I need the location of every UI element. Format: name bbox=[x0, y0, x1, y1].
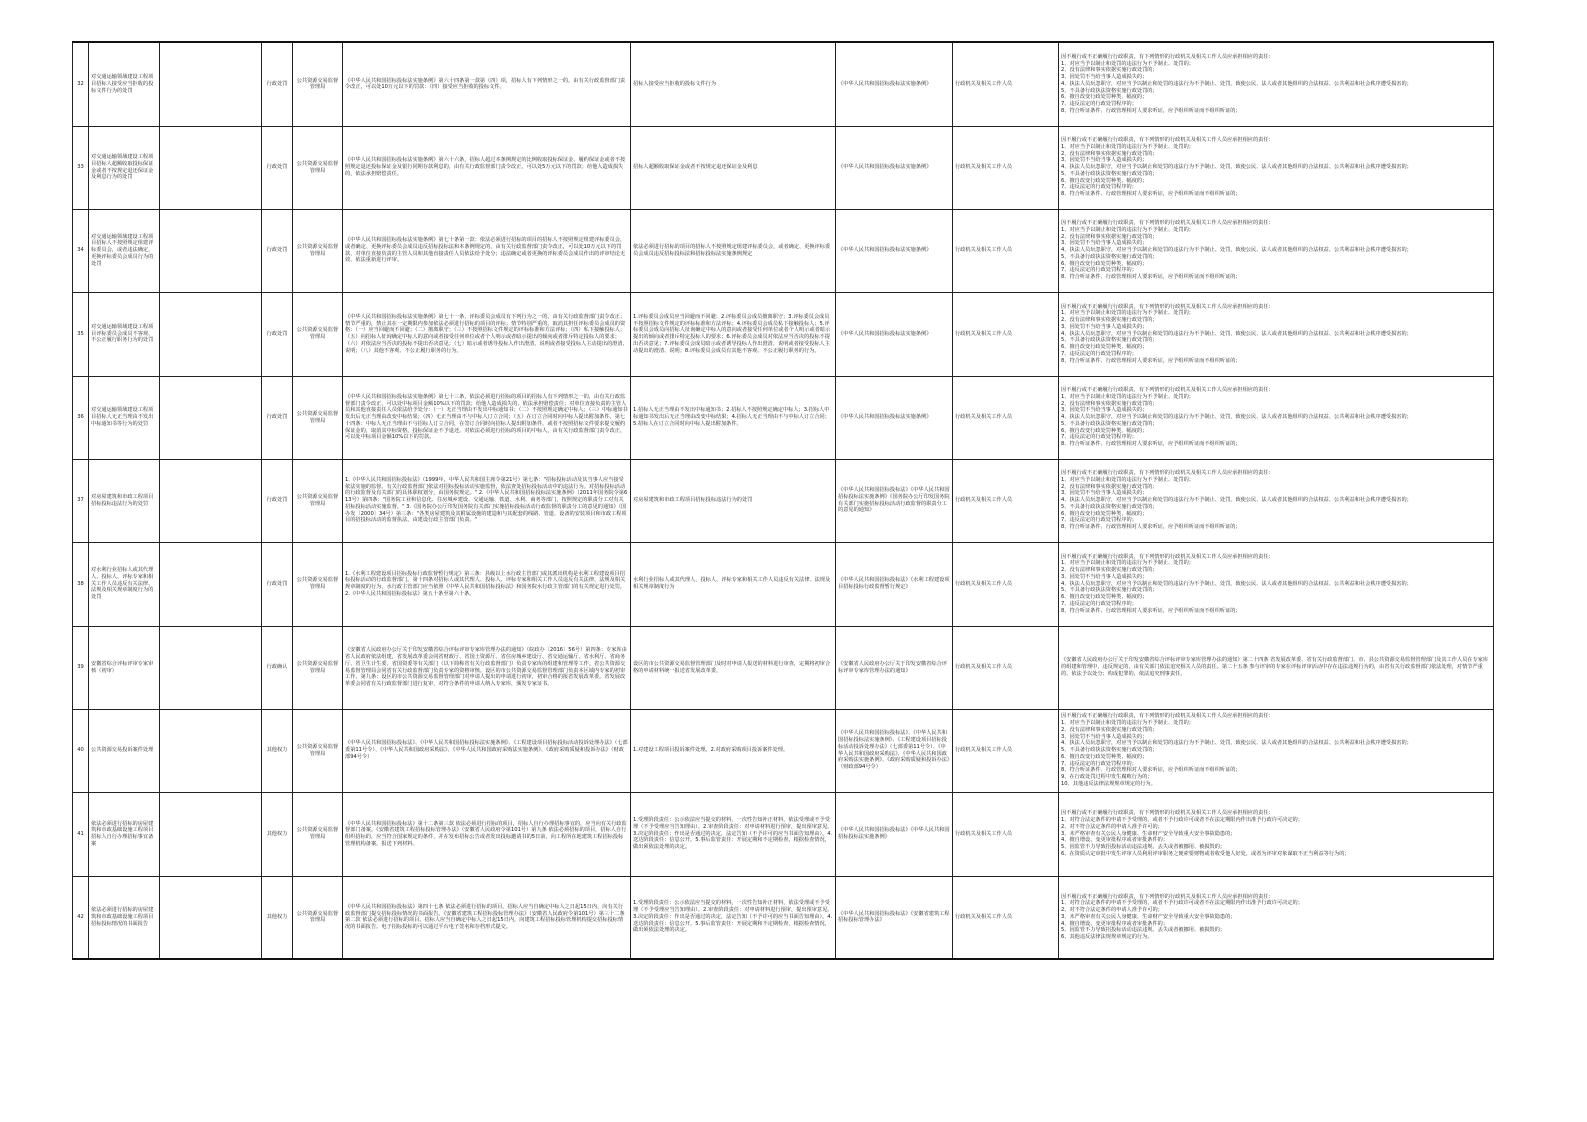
accountability-line: 因不履行或不正确履行行政职责，有下列情形的行政机关及相关工作人员应承担相应的责任： bbox=[1061, 220, 1274, 227]
accountability-line: 6、其他违反法律法规规章规定的行为。 bbox=[1061, 934, 1153, 941]
law-reference: 《中华人民共和国招标投标法实施条例》 bbox=[836, 126, 953, 209]
power-type: 行政确认 bbox=[262, 626, 293, 709]
accountability-line: 8、符合听证条件、行政管理相对人要求听证，应予组织听证而不组织听证的； bbox=[1061, 607, 1241, 614]
accountability-line: 1、对应当予以制止和处罚的违法行为不予制止、处罚的； bbox=[1061, 560, 1194, 567]
responsibility-matter: 对房屋建筑和市政工程项目招标投标违法行为的处罚 bbox=[631, 459, 836, 542]
legal-basis: 《安徽省人民政府办公厅关于印发安徽省综合评标评审专家库管理办法的通知》（皖政办〔2016〕56号）第四条：专家库由省人民政府依法组建，省发展改革委会同省财政厅、省国土资源厅、省住房城乡建设厅、省交通运输厅、省水利厅、省商务厅、省卫生计生委、省国资委等有关部门（以下简称省有关行政监督部门）负责专家库的组建和管理等工作。省公共资源交易监督管理局会同省有关行政监督部门负责专家的资格审核。设区的市公共资源交易监督管理部门负责本区域内专家的初审工作，第九条：设区的市公共资源交易监督管理部门对申请人提出的申请进行初审，初审合格的报省发展改革委。省发展改革委会同省有关行政监督部门进行复审，对符合条件的申请人纳入专家库，颁发专家证书。 bbox=[343, 626, 631, 709]
legal-basis: 《中华人民共和国招标投标法实施条例》第七十条第一款：依法必须进行招标的项目的招标人不按照规定组建评标委员会，或者确定、更换评标委员会成员违反招标投标法和本条例规定的，由有关行政监督部门责令改正，可以处10万元以下的罚款，对单位直接负责的主管人员和其他直接责任人员依法给予处分；违法确定或者更换的评标委员会成员作出的评审结论无效，依法重新进行评审。 bbox=[343, 209, 631, 292]
accountability-clauses bbox=[1059, 792, 1494, 876]
legal-basis: 《中华人民共和国招标投标法实施条例》第七十一条，评标委员会成员有下列行为之一的，由有关行政监督部门责令改正；情节严重的，禁止其在一定期限内参加依法必须进行招标的项目的评标；情节特别严重的，取消其担任评标委员会成员的资格：（一）应当回避而不回避；（二）擅离职守；（三）不按照招标文件规定的评标标准和方法评标；（四）私下接触投标人；（五）向招标人征询确定中标人的意向或者接受任何单位或者个人明示或者暗示提出的倾向或者排斥特定投标人的要求；（六）对依法应当否决的投标不提出否决意见；（七）暗示或者诱导投标人作出澄清、说明或者接受投标人主动提出的澄清、说明；（八）其他不客观、不公正履行职务的行为。 bbox=[343, 292, 631, 376]
law-reference: 《中华人民共和国招标投标法》《中华人民共和国招标投标法实施条例》《国务院办公厅印发国务院有关部门实施招标投标活动行政监督的职责分工的意见的通知》 bbox=[836, 459, 953, 542]
implementing-department: 公共资源交易监督管理局 bbox=[293, 876, 343, 959]
row-number: 34 bbox=[73, 209, 89, 292]
implementing-department: 公共资源交易监督管理局 bbox=[293, 542, 343, 626]
row-number: 40 bbox=[73, 709, 89, 792]
accountability-line: 5、不具备行政执法资格实施行政处罚的； bbox=[1061, 337, 1158, 344]
accountability-line: 因不履行或不正确履行行政职责，有下列情形的行政机关及相关工作人员应承担相应的责任： bbox=[1061, 137, 1274, 144]
power-type: 行政处罚 bbox=[262, 209, 293, 292]
accountability-line: 2、没有法律和事实依据实施行政处罚的； bbox=[1061, 233, 1158, 240]
implementing-department: 公共资源交易监督管理局 bbox=[293, 292, 343, 376]
accountability-clauses bbox=[1059, 626, 1494, 709]
table-row bbox=[73, 459, 1494, 542]
table-row bbox=[73, 542, 1494, 626]
legal-basis: 《中华人民共和国招标投标法》第十二条第三款 依法必须进行招标的项目，招标人自行办理招标事宜的，应当向有关行政监督部门备案。《安徽省建筑工程招标投标管理办法》（安徽省人民政府令第101号）第九条 依法必须招标的项目，招标人自行组织招标的，应当符合国家规定的条件，并在发布招标公告或者发出投标邀请书的5日前，向工程所在地建筑工程招标投标管理机构备案，报送下列材料。 bbox=[343, 792, 631, 876]
accountability-line: 5、因监管不力导致招投标活动违法违规、丢失或者被挪用、被损毁的； bbox=[1061, 927, 1226, 934]
accountability-line: 7、违反法定的行政处罚程序的； bbox=[1061, 600, 1137, 607]
accountability-line: 2、没有法律和事实依据实施行政处罚的； bbox=[1061, 150, 1158, 157]
item-subname bbox=[160, 292, 262, 376]
accountability-line: 2、对不符合法定条件的申请人准予许可的； bbox=[1061, 823, 1163, 830]
item-subname bbox=[160, 209, 262, 292]
responsible-subject: 行政机关及相关工作人员 bbox=[953, 792, 1059, 876]
accountability-line: 因不履行或不正确履行行政职责，有下列情形的行政机关及相关工作人员应承担相应的责任： bbox=[1061, 713, 1274, 720]
accountability-line: 5、不具备行政执法资格实施行政处罚的； bbox=[1061, 503, 1158, 510]
accountability-clauses bbox=[1059, 209, 1494, 292]
table-row bbox=[73, 126, 1494, 209]
accountability-clauses bbox=[1059, 876, 1494, 959]
power-type: 其他权力 bbox=[262, 876, 293, 959]
table-row bbox=[73, 709, 1494, 792]
accountability-line: 6、擅自改变行政处罚种类、幅度的； bbox=[1061, 260, 1148, 267]
accountability-line: 5、不具备行政执法资格实施行政处罚的； bbox=[1061, 87, 1158, 94]
row-number: 38 bbox=[73, 542, 89, 626]
accountability-line: 8、符合听证条件、行政管理相对人要求听证，应予组织听证而不组织听证的； bbox=[1061, 441, 1241, 448]
table-row bbox=[73, 792, 1494, 876]
responsible-subject: 行政机关及相关工作人员 bbox=[953, 876, 1059, 959]
accountability-line: 2、没有法律和事实依据实施行政处罚的； bbox=[1061, 67, 1158, 74]
law-reference: 《中华人民共和国招标投标法》《中华人民共和国招标投标法实施条例》 bbox=[836, 792, 953, 876]
responsible-subject: 行政机关及相关工作人员 bbox=[953, 42, 1059, 126]
responsible-subject: 行政机关及相关工作人员 bbox=[953, 459, 1059, 542]
responsibility-matter: 1.受理阶段责任：公示依法应当提交的材料，一次性告知补正材料，依法受理或不予受理（不予受理应当告知理由）。2.审查阶段责任：对申请材料进行预审，提出预审意见。3.决定阶段责任：作出是否通过的决定，法定告知（不予许可的应当书面告知理由）。4.送达阶段责任：信息公开。5.事后监管责任：开展定期和不定期检查，根据检查情况，做出须依法处理的决定。 bbox=[631, 876, 836, 959]
accountability-line: 8、符合听证条件、行政管理相对人要求听证，应予组织听证而不组织听证的； bbox=[1061, 191, 1241, 198]
accountability-line: 3、未严格审查有关公民人身健康、生命财产安全导致重大安全事故隐患的； bbox=[1061, 830, 1236, 837]
item-name: 对房屋建筑和市政工程项目招标投标违法行为的处罚 bbox=[89, 459, 160, 542]
accountability-clauses bbox=[1059, 126, 1494, 209]
accountability-line: 6、擅自改变行政处罚种类、幅度的； bbox=[1061, 344, 1148, 351]
accountability-line: 4、执法人员玩忽职守，对应当予以制止和处罚的违法行为不予制止、处罚，致使公民、法人或者其他组织的合法权益、公共利益和社会秩序遭受损害的； bbox=[1061, 580, 1412, 587]
item-name: 对交通运输领域建设工程项目评标委员会成员不客观、不公正履行职务行为的处罚 bbox=[89, 292, 160, 376]
table-body bbox=[73, 42, 1494, 959]
item-name: 公共资源交易投诉案件处理 bbox=[89, 709, 160, 792]
power-type: 行政处罚 bbox=[262, 126, 293, 209]
accountability-line: 10、其他违反法律法规规章规定的行为。 bbox=[1061, 780, 1156, 787]
responsible-subject: 行政机关及相关工作人员 bbox=[953, 126, 1059, 209]
accountability-line: 6、在资质认定审批中发生评审人员利用评审职务之便索要财物或者收受他人好处，或者为评审对象谋取不正当利益等行为的； bbox=[1061, 850, 1350, 857]
accountability-line: 4、执法人员玩忽职守，对应当予以制止和处罚的违法行为不予制止、处罚，致使公民、法人或者其他组织的合法权益、公共利益和社会秩序遭受损害的； bbox=[1061, 414, 1412, 421]
item-name: 依法必须进行招标的房屋建筑和市政基础设施工程项目招标投标情况的书面报告 bbox=[89, 876, 160, 959]
responsible-subject: 行政机关及相关工作人员 bbox=[953, 542, 1059, 626]
power-type: 其他权力 bbox=[262, 709, 293, 792]
implementing-department: 公共资源交易监督管理局 bbox=[293, 209, 343, 292]
legal-basis: 《中华人民共和国招标投标法实施条例》第六十六条，招标人超过本条例规定的比例收取投标保证金、履约保证金或者不按照规定退还投标保证金及银行同期存款利息的，由有关行政监督部门责令改正，可以处5万元以下的罚款；给他人造成损失的，依法承担赔偿责任。 bbox=[343, 126, 631, 209]
law-reference: 《安徽省人民政府办公厅关于印发安徽省综合评标评审专家库管理办法的通知》 bbox=[836, 626, 953, 709]
accountability-clauses bbox=[1059, 459, 1494, 542]
accountability-line: 3、因处罚不当给当事人造成损失的； bbox=[1061, 240, 1148, 247]
item-subname bbox=[160, 542, 262, 626]
accountability-line: 《安徽省人民政府办公厅关于印发安徽省综合评标评审专家库管理办法的通知》第二十四条 省发展改革委、省有关行政监督部门、市、县公共资源交易监督管理部门及其工作人员在专家库的组建和管理中，违反规定的，由有关部门依法追究相关人员的责任。第二十五条 参与评审的专家在评标评审活动中存在违法违规行为的，由省有关行政监督部门依法处理，对情节严重的，依法予以处分；构成犯罪的，依法追究刑事责任。 bbox=[1061, 657, 1489, 677]
accountability-line: 3、因处罚不当给当事人造成损失的； bbox=[1061, 74, 1148, 81]
responsible-subject: 行政机关及相关工作人员 bbox=[953, 376, 1059, 459]
accountability-line: 7、违反法定的行政处罚程序的； bbox=[1061, 267, 1137, 274]
accountability-line: 2、没有法律和事实依据实施行政处罚的； bbox=[1061, 726, 1158, 733]
accountability-line: 4、执法人员玩忽职守，对应当予以制止和处罚的违法行为不予制止、处罚，致使公民、法人或者其他组织的合法权益、公共利益和社会秩序遭受损害的； bbox=[1061, 164, 1412, 171]
accountability-line: 因不履行或不正确履行行政职责，有下列情形的行政机关及相关工作人员应承担相应的责任： bbox=[1061, 470, 1274, 477]
table-row bbox=[73, 42, 1494, 126]
responsible-subject: 行政机关及相关工作人员 bbox=[953, 209, 1059, 292]
power-type: 行政处罚 bbox=[262, 292, 293, 376]
implementing-department: 公共资源交易监督管理局 bbox=[293, 709, 343, 792]
legal-basis: 《中华人民共和国招标投标法》第四十七条 依法必须进行招标的项目，招标人应当自确定中标人之日起15日内，向有关行政监督部门提交招标投标情况的书面报告。《安徽省建筑工程招标投标管理办法》（安徽省人民政府令第101号）第三十二条第二款 依法必须进行招标的项目，招标人应当自确定中标人之日起15日内，向建筑工程招标投标管理机构提交招标投标情况的书面报告。电子招标投标的可以通过平台电子签名和存档形式提交。 bbox=[343, 876, 631, 959]
accountability-line: 4、执法人员玩忽职守，对应当予以制止和处罚的违法行为不予制止、处罚，致使公民、法人或者其他组织的合法权益、公共利益和社会秩序遭受损害的； bbox=[1061, 80, 1412, 87]
accountability-line: 4、执法人员玩忽职守，对应当予以制止和处罚的违法行为不予制止、处罚，致使公民、法人或者其他组织的合法权益、公共利益和社会秩序遭受损害的； bbox=[1061, 330, 1412, 337]
table-row bbox=[73, 376, 1494, 459]
accountability-line: 2、没有法律和事实依据实施行政处罚的； bbox=[1061, 400, 1158, 407]
accountability-line: 2、没有法律和事实依据实施行政处罚的； bbox=[1061, 317, 1158, 324]
item-name: 依法必须进行招标的房屋建筑和市政基础设施工程项目招标人自行办理招标事宜备案 bbox=[89, 792, 160, 876]
accountability-line: 3、因处罚不当给当事人造成损失的； bbox=[1061, 407, 1148, 414]
accountability-line: 4、擅自增设、变更审批程序或者审批条件的； bbox=[1061, 837, 1169, 844]
accountability-line: 1、对符合法定条件的申请不予受理的，或者不予行政许可或者不在法定期限内作出准予行政许可决定的； bbox=[1061, 817, 1303, 824]
law-reference: 《中华人民共和国招标投标法实施条例》 bbox=[836, 209, 953, 292]
item-subname bbox=[160, 792, 262, 876]
accountability-clauses bbox=[1059, 42, 1494, 126]
responsibility-matter: 依法必须进行招标的项目的招标人不按照规定组建评标委员会，或者确定、更换评标委员会成员违反招标投标法和招标投标法实施条例规定 bbox=[631, 209, 836, 292]
row-number: 33 bbox=[73, 126, 89, 209]
accountability-line: 6、擅自改变行政处罚种类、幅度的； bbox=[1061, 177, 1148, 184]
accountability-line: 1、对应当予以制止和处罚的违法行为不予制止、处罚的； bbox=[1061, 393, 1194, 400]
accountability-line: 9、在行政处罚过程中发生腐败行为的； bbox=[1061, 774, 1153, 781]
item-subname bbox=[160, 126, 262, 209]
accountability-line: 4、执法人员玩忽职守，对应当予以制止和处罚的违法行为不予制止、处罚，致使公民、法人或者其他组织的合法权益、公共利益和社会秩序遭受损害的； bbox=[1061, 497, 1412, 504]
accountability-line: 6、擅自改变行政处罚种类、幅度的； bbox=[1061, 510, 1148, 517]
law-reference: 《中华人民共和国招标投标法实施条例》 bbox=[836, 292, 953, 376]
responsibility-matter: 1.评标委员会成员应当回避而不回避；2.评标委员会成员擅离职守；3.评标委员会成员不按照招标文件规定的评标标准和方法评标；4.评标委员会成员私下接触投标人；5.评标委员会成员向招标人征询确定中标人的意向或者接受任何单位或者个人明示或者暗示提出的倾向或者排斥特定投标人的要求；6.评标委员会成员对依法应当否决的投标不提出否决意见；7.评标委员会成员暗示或者诱导投标人作出澄清、说明或者接受投标人主动提出的澄清、说明；8.评标委员会成员有其他不客观、不公正履行职务的行为。 bbox=[631, 292, 836, 376]
implementing-department: 公共资源交易监督管理局 bbox=[293, 126, 343, 209]
item-name: 对交通运输领域建设工程项目招标人无正当理由不发出中标通知书等行为的处罚 bbox=[89, 376, 160, 459]
accountability-line: 7、违反法定的行政处罚程序的； bbox=[1061, 350, 1137, 357]
accountability-line: 7、违反法定的行政处罚程序的； bbox=[1061, 434, 1137, 441]
accountability-line: 因不履行或不正确履行行政职责，有下列情形的行政机关及相关工作人员应承担相应的责任： bbox=[1061, 303, 1274, 310]
accountability-line: 2、没有法律和事实依据实施行政处罚的； bbox=[1061, 483, 1158, 490]
table-row bbox=[73, 626, 1494, 709]
item-subname bbox=[160, 42, 262, 126]
accountability-line: 8、符合听证条件、行政管理相对人要求听证，应予组织听证而不组织听证的； bbox=[1061, 107, 1241, 114]
implementing-department: 公共资源交易监督管理局 bbox=[293, 459, 343, 542]
accountability-line: 因不履行或不正确履行行政职责，有下列情形的行政机关及相关工作人员应承担相应的责任： bbox=[1061, 553, 1274, 560]
responsibility-matter: 1.招标人无正当理由不发出中标通知书；2.招标人不按照规定确定中标人；3.招标人中标通知书发出后无正当理由改变中标结果；4.招标人无正当理由不与中标人订立合同；5.招标人在订立合同时向中标人提出附加条件。 bbox=[631, 376, 836, 459]
accountability-line: 3、因处罚不当给当事人造成损失的； bbox=[1061, 157, 1148, 164]
accountability-line: 5、因监管不力导致招投标活动违法违规、丢失或者被挪用、被损毁的； bbox=[1061, 844, 1226, 851]
accountability-line: 因不履行或不正确履行行政职责，有下列情形的行政机关及相关工作人员应承担相应的责任： bbox=[1061, 893, 1274, 900]
power-type: 行政处罚 bbox=[262, 542, 293, 626]
row-number: 39 bbox=[73, 626, 89, 709]
implementing-department: 公共资源交易监督管理局 bbox=[293, 626, 343, 709]
responsibility-matter: 招标人接受应当拒收的投标文件行为 bbox=[631, 42, 836, 126]
accountability-clauses bbox=[1059, 542, 1494, 626]
accountability-line: 3、因处罚不当给当事人造成损失的； bbox=[1061, 490, 1148, 497]
accountability-line: 6、擅自改变行政处罚种类、幅度的； bbox=[1061, 94, 1148, 101]
legal-basis: 《中华人民共和国招标投标法实施条例》第七十三条，依法必须进行招标的项目的招标人有下列情形之一的，由有关行政监督部门责令改正，可以处中标项目金额10%以下的罚款；给他人造成损失的，依法承担赔偿责任；对单位直接负责的主管人员和其他直接责任人员依法给予处分：（一）无正当理由不发出中标通知书；（二）不按照规定确定中标人；（三）中标通知书发出后无正当理由改变中标结果；（四）无正当理由不与中标人订立合同；（五）在订立合同时向中标人提出附加条件。第七十四条：中标人无正当理由不与招标人订立合同，在签订合同时向招标人提出附加条件，或者不按照招标文件要求提交履约保证金的，取消其中标资格，投标保证金不予退还。对依法必须进行招标的项目的中标人，由有关行政监督部门责令改正，可以处中标项目金额10%以下的罚款。 bbox=[343, 376, 631, 459]
accountability-line: 因不履行或不正确履行行政职责，有下列情形的行政机关及相关工作人员应承担相应的责任： bbox=[1061, 810, 1274, 817]
row-number: 37 bbox=[73, 459, 89, 542]
accountability-line: 7、违反法定的行政处罚程序的； bbox=[1061, 184, 1137, 191]
responsibility-matter: 设区的市公共资源交易监督管理部门及时对申请人报送的材料进行审查，定期将初审合格的申请材料统一报送省发展改革委。 bbox=[631, 626, 836, 709]
accountability-line: 8、符合听证条件、行政管理相对人要求听证，应予组织听证而不组织听证的； bbox=[1061, 767, 1241, 774]
responsibility-matter: 招标人超额收取保证金或者不按规定退还保证金及利息 bbox=[631, 126, 836, 209]
law-reference: 《中华人民共和国招标投标法》《水利工程建设项目招标投标行政监督暂行规定》 bbox=[836, 542, 953, 626]
row-number: 36 bbox=[73, 376, 89, 459]
legal-basis: 《中华人民共和国招标投标法》、《中华人民共和国招标投标法实施条例》、《工程建设项目招标投标活动投诉处理办法》（七部委第11号令）、《中华人民共和国政府采购法》、《中华人民共和国政府采购法实施条例》、《政府采购质疑和投诉办法》（财政部94号令） bbox=[343, 709, 631, 792]
row-number: 41 bbox=[73, 792, 89, 876]
accountability-line: 8、符合听证条件、行政管理相对人要求听证，应予组织听证而不组织听证的； bbox=[1061, 357, 1241, 364]
item-subname bbox=[160, 376, 262, 459]
responsibility-matter: 水利行业招标人或其代理人、投标人、评标专家和相关工作人员违反有关法律、法规及相关规章制度行为 bbox=[631, 542, 836, 626]
implementing-department: 公共资源交易监督管理局 bbox=[293, 792, 343, 876]
item-name: 对交通运输领域建设工程项目招标人超额收取投标保证金或者不按规定退还保证金及利息行为的处罚 bbox=[89, 126, 160, 209]
accountability-line: 7、违反法定的行政处罚程序的； bbox=[1061, 760, 1137, 767]
law-reference: 《中华人民共和国招标投标法》、《中华人民共和国招标投标法实施条例》、《工程建设项目招标投标活动投诉处理办法》（七部委第11号令）、《中华人民共和国政府采购法》、《中华人民共和国政府采购法实施条例》、《政府采购质疑和投诉办法》（财政部94号令） bbox=[836, 709, 953, 792]
accountability-line: 5、不具备行政执法资格实施行政处罚的； bbox=[1061, 747, 1158, 754]
accountability-line: 5、不具备行政执法资格实施行政处罚的； bbox=[1061, 420, 1158, 427]
accountability-line: 4、执法人员玩忽职守，对应当予以制止和处罚的违法行为不予制止、处罚，致使公民、法人或者其他组织的合法权益、公共利益和社会秩序遭受损害的； bbox=[1061, 740, 1412, 747]
accountability-line: 5、不具备行政执法资格实施行政处罚的； bbox=[1061, 587, 1158, 594]
item-name: 对交通运输领域建设工程项目招标人不按照规定组建评标委员会，或者违法确定、更换评标委员会成员行为的处罚 bbox=[89, 209, 160, 292]
accountability-line: 6、擅自改变行政处罚种类、幅度的； bbox=[1061, 594, 1148, 601]
responsible-subject: 行政机关及相关工作人员 bbox=[953, 292, 1059, 376]
law-reference: 《中华人民共和国招标投标法》《安徽省建筑工程招标投标管理办法》 bbox=[836, 876, 953, 959]
legal-basis: 1.《水利工程建设项目招标投标行政监督暂行规定》第三条：县级以上水行政主管部门或其派出机构是水利工程建设项目招标投标活动的行政监督部门。第十四条对招标人或其代理人、投标人、评标专家和相关工作人员违反有关法律、法规及相关规章制度的行为，水行政主管部门应当依照《中华人民共和国招标投标法》和国务院水行政主管部门的有关规定进行处罚。2.《中华人民共和国招标投标法》第五十条至第六十条。 bbox=[343, 542, 631, 626]
accountability-clauses bbox=[1059, 376, 1494, 459]
item-name: 对水利行业招标人或其代理人、投标人、评标专家和相关工作人员违反有关法律、法规及相关规章制度行为的处罚 bbox=[89, 542, 160, 626]
accountability-line: 8、符合听证条件、行政管理相对人要求听证，应予组织听证而不组织听证的； bbox=[1061, 524, 1241, 531]
accountability-line: 1、对应当予以制止和处罚的违法行为不予制止、处罚的； bbox=[1061, 476, 1194, 483]
accountability-line: 7、违反法定的行政处罚程序的； bbox=[1061, 517, 1137, 524]
accountability-clauses bbox=[1059, 292, 1494, 376]
accountability-line: 7、违反法定的行政处罚程序的； bbox=[1061, 101, 1137, 108]
responsible-subject: 行政机关及相关工作人员 bbox=[953, 709, 1059, 792]
table-row bbox=[73, 876, 1494, 959]
law-reference: 《中华人民共和国招标投标法实施条例》 bbox=[836, 42, 953, 126]
accountability-line: 3、未严格审查有关公民人身健康、生命财产安全导致重大安全事故隐患的； bbox=[1061, 913, 1236, 920]
power-type: 其他权力 bbox=[262, 792, 293, 876]
accountability-line: 6、擅自改变行政处罚种类、幅度的； bbox=[1061, 427, 1148, 434]
accountability-line: 5、不具备行政执法资格实施行政处罚的； bbox=[1061, 253, 1158, 260]
law-reference: 《中华人民共和国招标投标法实施条例》 bbox=[836, 376, 953, 459]
legal-basis: 1.《中华人民共和国招标投标法》（1999年，中华人民共和国主席令第21号）第七条："招标投标活动及其当事人应当接受依法实施的监督。有关行政监督部门依法对招标投标活动实施监督，依法查处招标投标活动中的违法行为。对招标投标活动的行政监督及有关部门的具体职权划分，由国务院规定。" 2.《中华人民共和国招标投标法实施条例》（2011年国务院令第613号）第四条："国务院工业和信息化、住房城乡建设、交通运输、铁道、水利、商务等部门，按照规定的职责分工对有关招标投标活动实施监督。" 3.《国务院办公厅印发国务院有关部门实施招标投标活动行政监督的职责分工的意见的通知》（国办发〔2000〕34号）第三条："各类房屋建筑及其附属设施的建造和与其配套的线路、管道、设备的安装项目和市政工程项目的招投标活动的监督执法，由建设行政主管部门负责。" bbox=[343, 459, 631, 542]
item-subname bbox=[160, 459, 262, 542]
item-subname bbox=[160, 709, 262, 792]
accountability-line: 1、对符合法定条件的申请不予受理的，或者不予行政许可或者不在法定期限内作出准予行政许可决定的； bbox=[1061, 900, 1303, 907]
accountability-line: 因不履行或不正确履行行政职责，有下列情形的行政机关及相关工作人员应承担相应的责任： bbox=[1061, 53, 1274, 60]
accountability-line: 1、对应当予以制止和处罚的违法行为不予制止、处罚的； bbox=[1061, 310, 1194, 317]
accountability-line: 6、擅自改变行政处罚种类、幅度的； bbox=[1061, 753, 1148, 760]
item-name: 对交通运输领域建设工程项目招标人接受应当拒收的投标文件行为的处罚 bbox=[89, 42, 160, 126]
row-number: 35 bbox=[73, 292, 89, 376]
responsible-subject: 行政机关及相关工作人员 bbox=[953, 626, 1059, 709]
accountability-line: 1、对应当予以制止和处罚的违法行为不予制止、处罚的； bbox=[1061, 143, 1194, 150]
table-row bbox=[73, 209, 1494, 292]
accountability-line: 8、符合听证条件、行政管理相对人要求听证，应予组织听证而不组织听证的； bbox=[1061, 274, 1241, 281]
legal-basis: 《中华人民共和国招标投标法实施条例》第六十四条第一款第（四）项，招标人有下列情形之一的，由有关行政监督部门责令改正，可以处10万元以下的罚款：（四）接受应当拒收的投标文件。 bbox=[343, 42, 631, 126]
accountability-clauses bbox=[1059, 709, 1494, 792]
accountability-line: 5、不具备行政执法资格实施行政处罚的； bbox=[1061, 170, 1158, 177]
implementing-department: 公共资源交易监督管理局 bbox=[293, 376, 343, 459]
accountability-line: 4、执法人员玩忽职守，对应当予以制止和处罚的违法行为不予制止、处罚，致使公民、法人或者其他组织的合法权益、公共利益和社会秩序遭受损害的； bbox=[1061, 247, 1412, 254]
implementing-department: 公共资源交易监督管理局 bbox=[293, 42, 343, 126]
table-row bbox=[73, 292, 1494, 376]
accountability-line: 1、对应当予以制止和处罚的违法行为不予制止、处罚的； bbox=[1061, 60, 1194, 67]
responsibility-matter: 1.对建设工程项目投诉案件处理。2.对政府采购项目投诉案件处理。 bbox=[631, 709, 836, 792]
accountability-line: 3、因处罚不当给当事人造成损失的； bbox=[1061, 573, 1148, 580]
item-name: 安徽省综合评标评审专家审核（初审） bbox=[89, 626, 160, 709]
row-number: 42 bbox=[73, 876, 89, 959]
accountability-line: 1、对应当予以制止和处罚的违法行为不予制止、处罚的； bbox=[1061, 226, 1194, 233]
row-number: 32 bbox=[73, 42, 89, 126]
accountability-line: 3、因处罚不当给当事人造成损失的； bbox=[1061, 323, 1148, 330]
responsibility-matter: 1.受理阶段责任：公示依法应当提交的材料，一次性告知补正材料，依法受理或不予受理（不予受理应当告知理由）。2.审查阶段责任：对申请材料进行预审，提出预审意见。3.决定阶段责任：作出是否通过的决定，法定告知（不予许可的应当书面告知理由）。4.送达阶段责任：信息公开。5.事后监管责任：开展定期和不定期检查，根据检查情况，做出须依法处理的决定。 bbox=[631, 792, 836, 876]
power-type: 行政处罚 bbox=[262, 376, 293, 459]
power-type: 行政处罚 bbox=[262, 459, 293, 542]
power-type: 行政处罚 bbox=[262, 42, 293, 126]
accountability-line: 2、对不符合法定条件的申请人准予许可的； bbox=[1061, 907, 1163, 914]
item-subname bbox=[160, 876, 262, 959]
item-subname bbox=[160, 626, 262, 709]
accountability-line: 1、对应当予以制止和处罚的违法行为不予制止、处罚的； bbox=[1061, 720, 1194, 727]
power-list-table bbox=[72, 41, 1494, 960]
accountability-line: 因不履行或不正确履行行政职责，有下列情形的行政机关及相关工作人员应承担相应的责任： bbox=[1061, 387, 1274, 394]
accountability-line: 2、没有法律和事实依据实施行政处罚的； bbox=[1061, 567, 1158, 574]
accountability-line: 3、因处罚不当给当事人造成损失的； bbox=[1061, 733, 1148, 740]
accountability-line: 4、擅自增设、变更审批程序或者审批条件的； bbox=[1061, 920, 1169, 927]
